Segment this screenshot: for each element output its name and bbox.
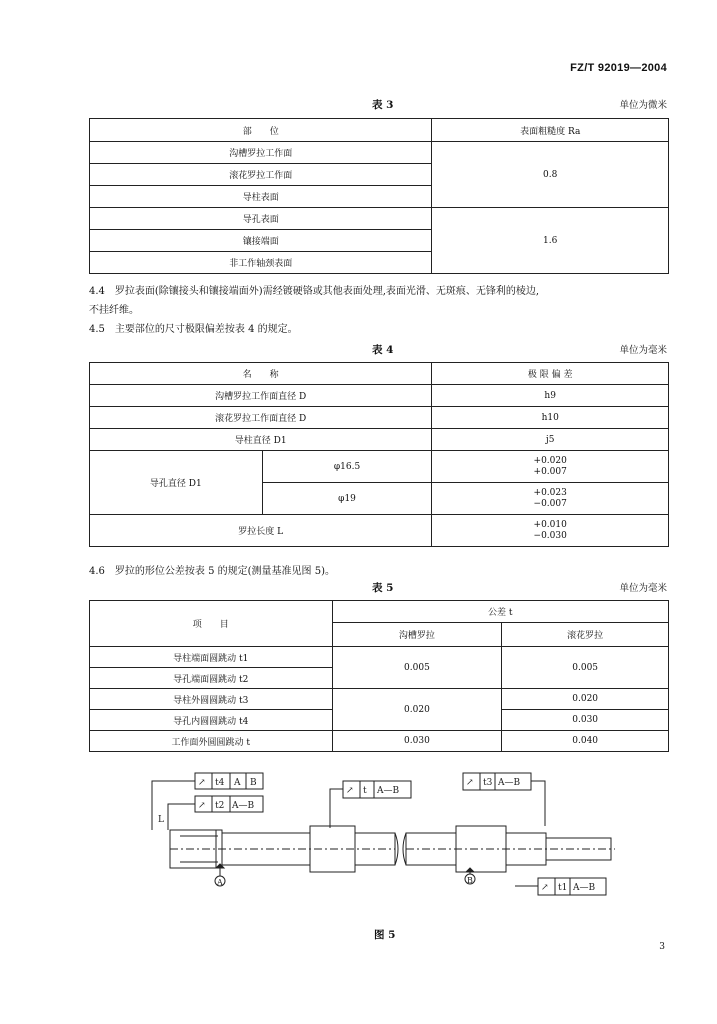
table5-header-tolerance: 公差 t xyxy=(332,601,668,623)
table4-guide-hole-size: φ19 xyxy=(262,483,432,515)
table5-value: 0.040 xyxy=(502,731,669,752)
table3 xyxy=(89,118,669,274)
table5-value: 0.020 xyxy=(332,689,502,731)
table5 xyxy=(89,600,669,752)
table5-caption: 表 5 xyxy=(372,582,394,594)
table3-value-1.6: 1.6 xyxy=(432,208,669,274)
runout-symbol-icon: ↗ xyxy=(346,786,354,796)
table5-value: 0.020 xyxy=(502,689,669,710)
svg-text:A—B: A—B xyxy=(498,778,521,788)
table4-row-name: 滚花罗拉工作面直径 D xyxy=(90,407,432,429)
table4-upper: +0.010 xyxy=(533,519,567,530)
table5-row-item: 工作面外圆圆跳动 t xyxy=(90,731,333,752)
table3-row: 滚花罗拉工作面 xyxy=(90,164,432,186)
table4-row-value: h10 xyxy=(432,407,669,429)
svg-text:B: B xyxy=(250,778,257,788)
table4-upper: +0.020 xyxy=(533,455,567,466)
table4-lower: −0.030 xyxy=(533,530,567,541)
svg-text:t3: t3 xyxy=(483,778,493,788)
tolerance-frame-t1 xyxy=(538,878,606,895)
para-4-6: 4.6 罗拉的形位公差按表 5 的规定(测量基准见图 5)。 xyxy=(89,566,335,577)
table4-caption: 表 4 xyxy=(372,344,394,356)
roller-shaft-left xyxy=(170,826,398,872)
table3-header-part: 部 位 xyxy=(90,119,432,142)
tolerance-frame-t3 xyxy=(463,773,531,790)
table4-guide-hole-name: 导孔直径 D1 xyxy=(90,451,263,515)
svg-text:t1: t1 xyxy=(558,883,568,893)
tolerance-frame-t4 xyxy=(195,773,263,789)
table3-header-roughness: 表面粗糙度 Ra xyxy=(432,119,669,142)
para-4-4-line1: 4.4 罗拉表面(除镶接头和镶接端面外)需经镀硬铬或其他表面处理,表面光滑、无斑痕、无锋利的棱边, xyxy=(89,286,540,297)
svg-text:t4: t4 xyxy=(215,778,225,788)
tolerance-frame-t xyxy=(343,781,411,798)
roller-shaft-right xyxy=(403,826,615,872)
table5-value: 0.030 xyxy=(502,710,669,731)
table5-header-item: 项 目 xyxy=(90,601,333,647)
table5-value: 0.005 xyxy=(502,647,669,689)
svg-text:A—B: A—B xyxy=(232,801,255,811)
figure-5-drawing xyxy=(140,768,620,908)
table5-unit: 单位为毫米 xyxy=(619,583,667,594)
figure-caption: 图 5 xyxy=(374,929,396,941)
table5-row-item: 导柱外圆圆跳动 t3 xyxy=(90,689,333,710)
para-4-4-line2: 不挂纤维。 xyxy=(89,305,139,316)
table4 xyxy=(89,362,669,547)
table4-length-name: 罗拉长度 L xyxy=(90,515,432,547)
table4-header-name: 名 称 xyxy=(90,363,432,385)
datum-a-label: A xyxy=(217,878,223,887)
svg-text:A—B: A—B xyxy=(377,786,400,796)
svg-text:A—B: A—B xyxy=(573,883,596,893)
table3-row: 导柱表面 xyxy=(90,186,432,208)
runout-symbol-icon: ↗ xyxy=(541,883,549,893)
table4-unit: 单位为毫米 xyxy=(619,345,667,356)
table4-guide-hole-size: φ16.5 xyxy=(262,451,432,483)
runout-symbol-icon: ↗ xyxy=(198,778,206,788)
table3-row: 非工作轴颈表面 xyxy=(90,252,432,274)
table3-value-0.8: 0.8 xyxy=(432,142,669,208)
tolerance-frame-t2 xyxy=(195,796,263,812)
svg-text:A: A xyxy=(234,778,241,788)
runout-symbol-icon: ↗ xyxy=(198,801,206,811)
table5-header-groove: 沟槽罗拉 xyxy=(332,623,502,647)
datum-b-label: B xyxy=(467,876,473,885)
table3-unit: 单位为微米 xyxy=(619,100,667,111)
table4-header-deviation: 极 限 偏 差 xyxy=(432,363,669,385)
standard-number: FZ/T 92019—2004 xyxy=(570,62,667,74)
table4-row-value: j5 xyxy=(432,429,669,451)
table4-row-name: 导柱直径 D1 xyxy=(90,429,432,451)
dimension-label: L xyxy=(158,815,164,825)
table4-lower: +0.007 xyxy=(533,466,567,477)
table3-row: 镶接端面 xyxy=(90,230,432,252)
table5-row-item: 导孔端面圆跳动 t2 xyxy=(90,668,333,689)
table4-row-name: 沟槽罗拉工作面直径 D xyxy=(90,385,432,407)
table5-header-knurl: 滚花罗拉 xyxy=(502,623,669,647)
table4-upper: +0.023 xyxy=(533,487,567,498)
para-4-5: 4.5 主要部位的尺寸极限偏差按表 4 的规定。 xyxy=(89,324,298,335)
table5-row-item: 导孔内圆圆跳动 t4 xyxy=(90,710,333,731)
table3-row: 导孔表面 xyxy=(90,208,432,230)
table4-lower: −0.007 xyxy=(533,498,567,509)
table3-row: 沟槽罗拉工作面 xyxy=(90,142,432,164)
table4-row-value: h9 xyxy=(432,385,669,407)
table5-value: 0.030 xyxy=(332,731,502,752)
runout-symbol-icon: ↗ xyxy=(466,778,474,788)
page-number: 3 xyxy=(659,942,665,952)
table5-value: 0.005 xyxy=(332,647,502,689)
table3-caption: 表 3 xyxy=(372,99,394,111)
svg-text:t: t xyxy=(363,786,367,796)
svg-text:t2: t2 xyxy=(215,801,225,811)
table5-row-item: 导柱端面圆跳动 t1 xyxy=(90,647,333,668)
